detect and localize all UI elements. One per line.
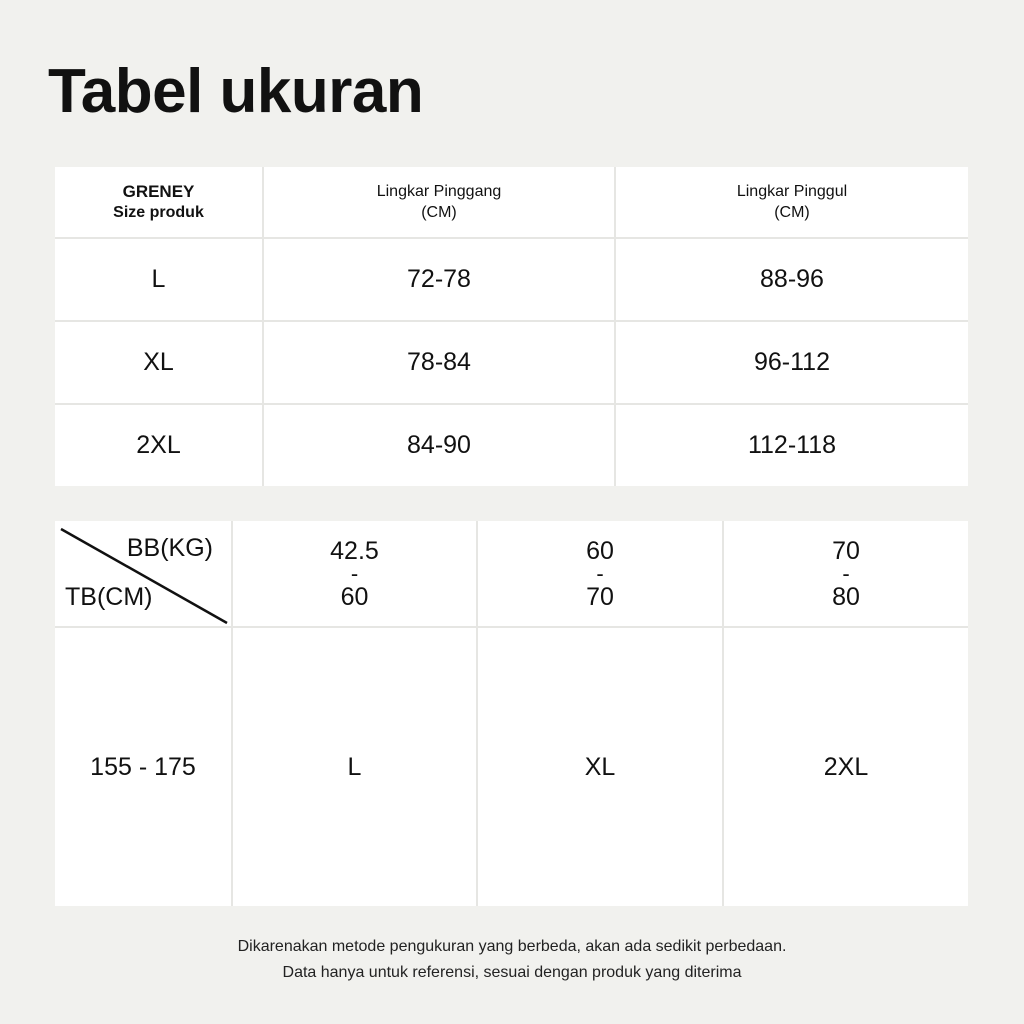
weight-range-cell — [232, 521, 477, 627]
weight-axis-label: BB(KG) — [126, 534, 213, 562]
size-table — [55, 167, 968, 486]
page-title: Tabel ukuran — [48, 57, 424, 126]
size-cell: 2XL — [723, 627, 968, 906]
table-row — [55, 627, 968, 906]
header-hip-cell — [615, 167, 968, 238]
size-cell: XL — [55, 321, 263, 404]
header-size-cell — [55, 167, 263, 238]
disclaimer — [0, 934, 1024, 986]
height-axis-label: TB(CM) — [65, 583, 153, 611]
size-cell: XL — [477, 627, 723, 906]
weight-to: 60 — [340, 582, 369, 611]
header-brand: GRENEY — [122, 182, 195, 201]
weight-header-row — [55, 521, 968, 627]
size-cell: L — [232, 627, 477, 906]
size-table-header — [55, 167, 968, 238]
table-row — [55, 321, 968, 404]
hip-cell: 96-112 — [615, 321, 968, 404]
header-size-label: Size produk — [113, 204, 204, 221]
weight-range-cell — [477, 521, 723, 627]
weight-from: 42.5 — [330, 536, 379, 565]
weight-range-cell — [723, 521, 968, 627]
header-hip-label: Lingkar Pinggul — [736, 183, 848, 200]
table-row — [55, 404, 968, 486]
table-row — [55, 238, 968, 321]
height-range-cell: 155 - 175 — [55, 627, 232, 906]
waist-cell: 78-84 — [263, 321, 615, 404]
header-hip-unit: (CM) — [774, 204, 810, 221]
weight-from: 70 — [832, 536, 860, 565]
weight-from: 60 — [586, 536, 614, 565]
disclaimer-line-1: Dikarenakan metode pengukuran yang berbeda, akan ada sedikit perbedaan. — [237, 938, 787, 955]
weight-to: 80 — [832, 582, 860, 611]
header-waist-label: Lingkar Pinggang — [376, 183, 502, 200]
header-waist-unit: (CM) — [421, 204, 457, 221]
size-cell: L — [55, 238, 263, 321]
weight-separator: - — [596, 560, 604, 586]
disclaimer-line-2: Data hanya untuk referensi, sesuai dengan produk yang diterima — [282, 964, 742, 981]
hip-cell: 112-118 — [615, 404, 968, 486]
hip-cell: 88-96 — [615, 238, 968, 321]
header-waist-cell — [263, 167, 615, 238]
weight-separator: - — [350, 560, 359, 586]
waist-cell: 72-78 — [263, 238, 615, 321]
weight-to: 70 — [586, 582, 614, 611]
weight-height-table — [55, 521, 968, 906]
waist-cell: 84-90 — [263, 404, 615, 486]
weight-separator: - — [842, 560, 850, 586]
size-cell: 2XL — [55, 404, 263, 486]
corner-diagonal-cell — [55, 521, 232, 627]
